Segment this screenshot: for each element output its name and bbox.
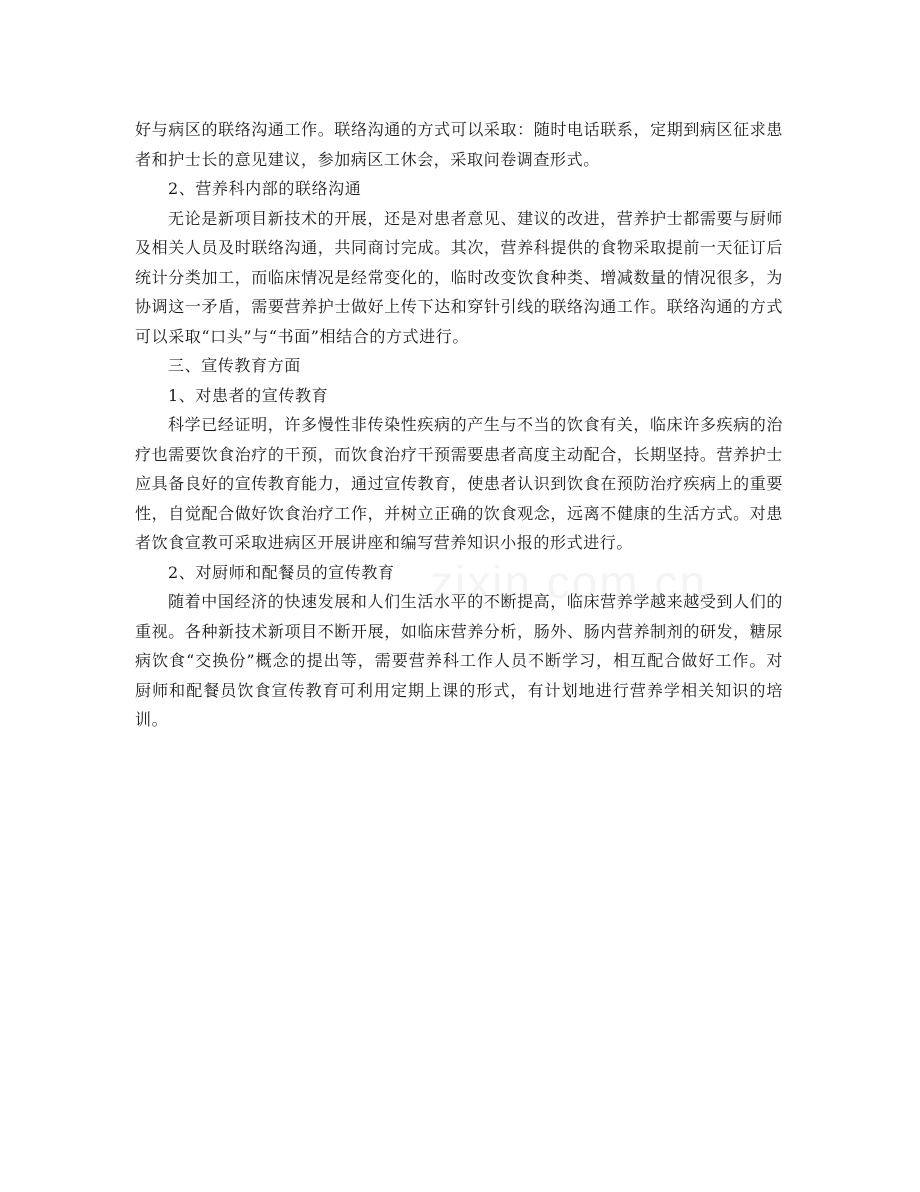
paragraph: 随着中国经济的快速发展和人们生活水平的不断提高，临床营养学越来越受到人们的重视。各种新技术新项目不断开展，如临床营养分析，肠外、肠内营养制剂的研发，糖尿病饮食“交换份”概念的提出等，需要营养科工作人员不断学习，相互配合做好工作。对厨师和配餐员饮食宣传教育可利用定期上课的形式，有计划地进行营养学相关知识的培训。 <box>135 592 783 729</box>
section-heading: 三、宣传教育方面 <box>168 356 301 375</box>
subheading: 1、对患者的宣传教育 <box>168 385 329 405</box>
subheading: 2、营养科内部的联络沟通 <box>168 179 362 198</box>
subheading: 2、对厨师和配餐员的宣传教育 <box>168 562 395 582</box>
paragraph: 好与病区的联络沟通工作。联络沟通的方式可以采取：随时电话联系，定期到病区征求患者和护士长的意见建议，参加病区工休会，采取问卷调查形式。 <box>135 120 783 169</box>
paragraph: 无论是新项目新技术的开展，还是对患者意见、建议的改进，营养护士都需要与厨师及相关人员及时联络沟通，共同商讨完成。其次，营养科提供的食物采取提前一天征订后统计分类加工，而临床情况是经常变化的，临时改变饮食种类、增减数量的情况很多，为协调这一矛盾，需要营养护士做好上传下达和穿针引线的联络沟通工作。联络沟通的方式可以采取“口头”与“书面”相结合的方式进行。 <box>135 208 783 346</box>
paragraph: 科学已经证明，许多慢性非传染性疾病的产生与不当的饮食有关，临床许多疾病的治疗也需要饮食治疗的干预，而饮食治疗干预需要患者高度主动配合，长期坚持。营养护士应具备良好的宣传教育能力，通过宣传教育，使患者认识到饮食在预防治疗疾病上的重要性，自觉配合做好饮食治疗工作，并树立正确的饮食观念，远离不健康的生活方式。对患者饮食宣教可采取进病区开展讲座和编写营养知识小报的形式进行。 <box>135 415 783 552</box>
document-body <box>135 115 783 735</box>
